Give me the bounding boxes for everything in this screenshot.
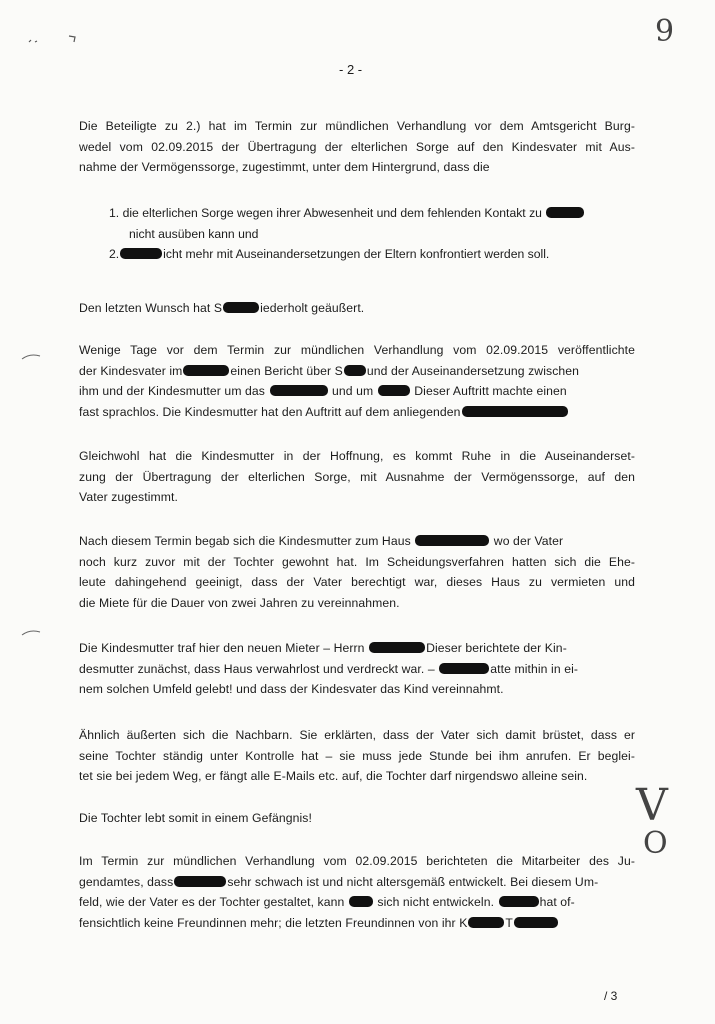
- text-fragment: und um: [332, 384, 374, 398]
- text-fragment: einen Bericht über S: [230, 363, 343, 378]
- redaction-bar: [468, 917, 504, 928]
- redaction-bar: [270, 385, 328, 396]
- paragraph-5: [79, 531, 635, 613]
- text-fragment: der Kindesvater im: [79, 363, 183, 378]
- redaction-bar: [174, 876, 226, 887]
- text-line: nem solchen Umfeld gelebt! und dass der Kindesvater das Kind vereinnahmt.: [79, 682, 504, 696]
- paragraph-7: [79, 725, 635, 787]
- text-line: [79, 659, 635, 680]
- text-line: Die Tochter lebt somit in einem Gefängnis!: [79, 811, 312, 825]
- continuation-page-marker: / 3: [604, 989, 618, 1003]
- text-line: [79, 638, 635, 659]
- paragraph-8: [79, 808, 635, 829]
- text-line: leute dahingehend geeinigt, dass der Vater berechtigt war, dieses Haus zu vermieten und: [79, 575, 635, 589]
- text-line: die Miete für die Dauer von zwei Jahren zu vereinnahmen.: [79, 595, 400, 610]
- text-fragment: Die Kindesmutter traf hier den neuen Mieter – Herrn: [79, 641, 365, 655]
- text-line: seine Tochter ständig unter Kontrolle hat – sie muss jede Stunde bei ihm anrufen. Er beglei-: [79, 748, 635, 763]
- text-line: zung der Übertragung der elterlichen Sorge, mit Ausnahme der Vermögenssorge, auf den: [79, 469, 635, 484]
- text-line: noch kurz zuvor mit der Tochter gewohnt hat. Im Scheidungsverfahren hatten sich die Ehe-: [79, 554, 635, 569]
- redaction-bar: [223, 302, 259, 313]
- redaction-bar: [369, 642, 425, 653]
- text-fragment: Dieser Auftritt machte einen: [414, 384, 567, 398]
- text-line: Vater zugestimmt.: [79, 490, 179, 504]
- text-line: Wenige Tage vor dem Termin zur mündlichen Verhandlung vom 02.09.2015 veröffentlichte: [79, 343, 635, 357]
- redaction-bar: [415, 535, 489, 546]
- list-text: icht mehr mit Auseinandersetzungen der Eltern konfrontiert werden soll.: [163, 247, 550, 261]
- text-line: [79, 531, 635, 552]
- text-line: Im Termin zur mündlichen Verhandlung vom 02.09.2015 berichteten die Mitarbeiter des Ju-: [79, 854, 635, 868]
- text-fragment: fensichtlich keine Freundinnen mehr; die letzten Freundinnen von ihr K: [79, 915, 468, 930]
- text-line: tet sie bei jedem Weg, er fängt alle E-Mails etc. auf, die Tochter darf nirgendswo alleine sein.: [79, 769, 588, 783]
- redaction-bar: [183, 365, 229, 376]
- text-fragment: wo der Vater: [493, 534, 564, 548]
- paragraph-6: [79, 638, 635, 700]
- redaction-bar: [378, 385, 410, 396]
- list-item: [109, 244, 635, 265]
- text-line: Gleichwohl hat die Kindesmutter in der Hoffnung, es kommt Ruhe in die Auseinanderset-: [79, 449, 635, 463]
- text-line: Die Beteiligte zu 2.) hat im Termin zur mündlichen Verhandlung vor dem Amtsgericht Burg-: [79, 119, 635, 133]
- scan-speck: [25, 30, 85, 50]
- redaction-bar: [349, 896, 373, 907]
- redaction-bar: [344, 365, 366, 376]
- text-fragment: hat of-: [539, 895, 575, 909]
- text-fragment: ihm und der Kindesmutter um das: [79, 384, 266, 398]
- text-fragment: Dieser berichtete der Kin-: [426, 641, 567, 655]
- text-line: [79, 361, 635, 382]
- text-line: [79, 913, 635, 934]
- redaction-bar: [439, 663, 489, 674]
- numbered-list: [109, 203, 635, 265]
- text-fragment: desmutter zunächst, dass Haus verwahrlost und verdreckt war. –: [79, 661, 435, 676]
- text-fragment: sich nicht entwickeln.: [377, 895, 495, 909]
- text-line: [79, 402, 635, 423]
- text-fragment: sehr schwach ist und nicht altersgemäß entwickelt. Bei diesem Um-: [227, 874, 599, 889]
- text-fragment: Den letzten Wunsch hat S: [79, 301, 223, 315]
- paragraph-3: [79, 340, 635, 422]
- margin-tick: [20, 628, 44, 638]
- paragraph-2: [79, 298, 635, 319]
- text-line: [79, 872, 635, 893]
- text-fragment: feld, wie der Vater es der Tochter gestaltet, kann: [79, 895, 345, 909]
- paragraph-4: [79, 446, 635, 508]
- text-fragment: iederholt geäußert.: [260, 301, 365, 315]
- text-fragment: atte mithin in ei-: [490, 661, 579, 676]
- redaction-bar: [546, 207, 584, 218]
- page-number: - 2 -: [339, 62, 363, 77]
- handwritten-margin-v: V: [636, 780, 668, 831]
- list-text: die elterlichen Sorge wegen ihrer Abwesenheit und dem fehlenden Kontakt zu: [122, 206, 542, 220]
- redaction-bar: [462, 406, 568, 417]
- list-item: [109, 203, 635, 224]
- handwritten-page-number: 9: [655, 14, 675, 49]
- text-line: [79, 298, 635, 319]
- redaction-bar: [514, 917, 558, 928]
- text-fragment: fast sprachlos. Die Kindesmutter hat den Auftritt auf dem anliegenden: [79, 404, 461, 419]
- text-line: [79, 381, 635, 402]
- text-fragment: und der Auseinandersetzung zwischen: [366, 363, 580, 378]
- paragraph-1: [79, 116, 635, 178]
- list-item-continuation: nicht ausüben kann und: [129, 226, 259, 241]
- text-fragment: T: [505, 915, 513, 930]
- handwritten-margin-circle: O: [643, 826, 668, 861]
- paragraph-9: [79, 851, 635, 933]
- text-fragment: Nach diesem Termin begab sich die Kindesmutter zum Haus: [79, 534, 411, 548]
- text-fragment: gendamtes, dass: [79, 874, 174, 889]
- text-line: wedel vom 02.09.2015 der Übertragung der elterlichen Sorge auf den Kindesvater mit Aus-: [79, 139, 635, 154]
- text-line: [79, 892, 635, 913]
- list-number: 1.: [109, 206, 120, 220]
- margin-tick: [20, 352, 44, 362]
- text-line: nahme der Vermögenssorge, zugestimmt, unter dem Hintergrund, dass die: [79, 160, 490, 174]
- redaction-bar: [120, 248, 162, 259]
- text-line: Ähnlich äußerten sich die Nachbarn. Sie erklärten, dass der Vater sich damit brüstet, dass er: [79, 728, 635, 742]
- redaction-bar: [499, 896, 539, 907]
- list-number: 2.: [109, 247, 120, 261]
